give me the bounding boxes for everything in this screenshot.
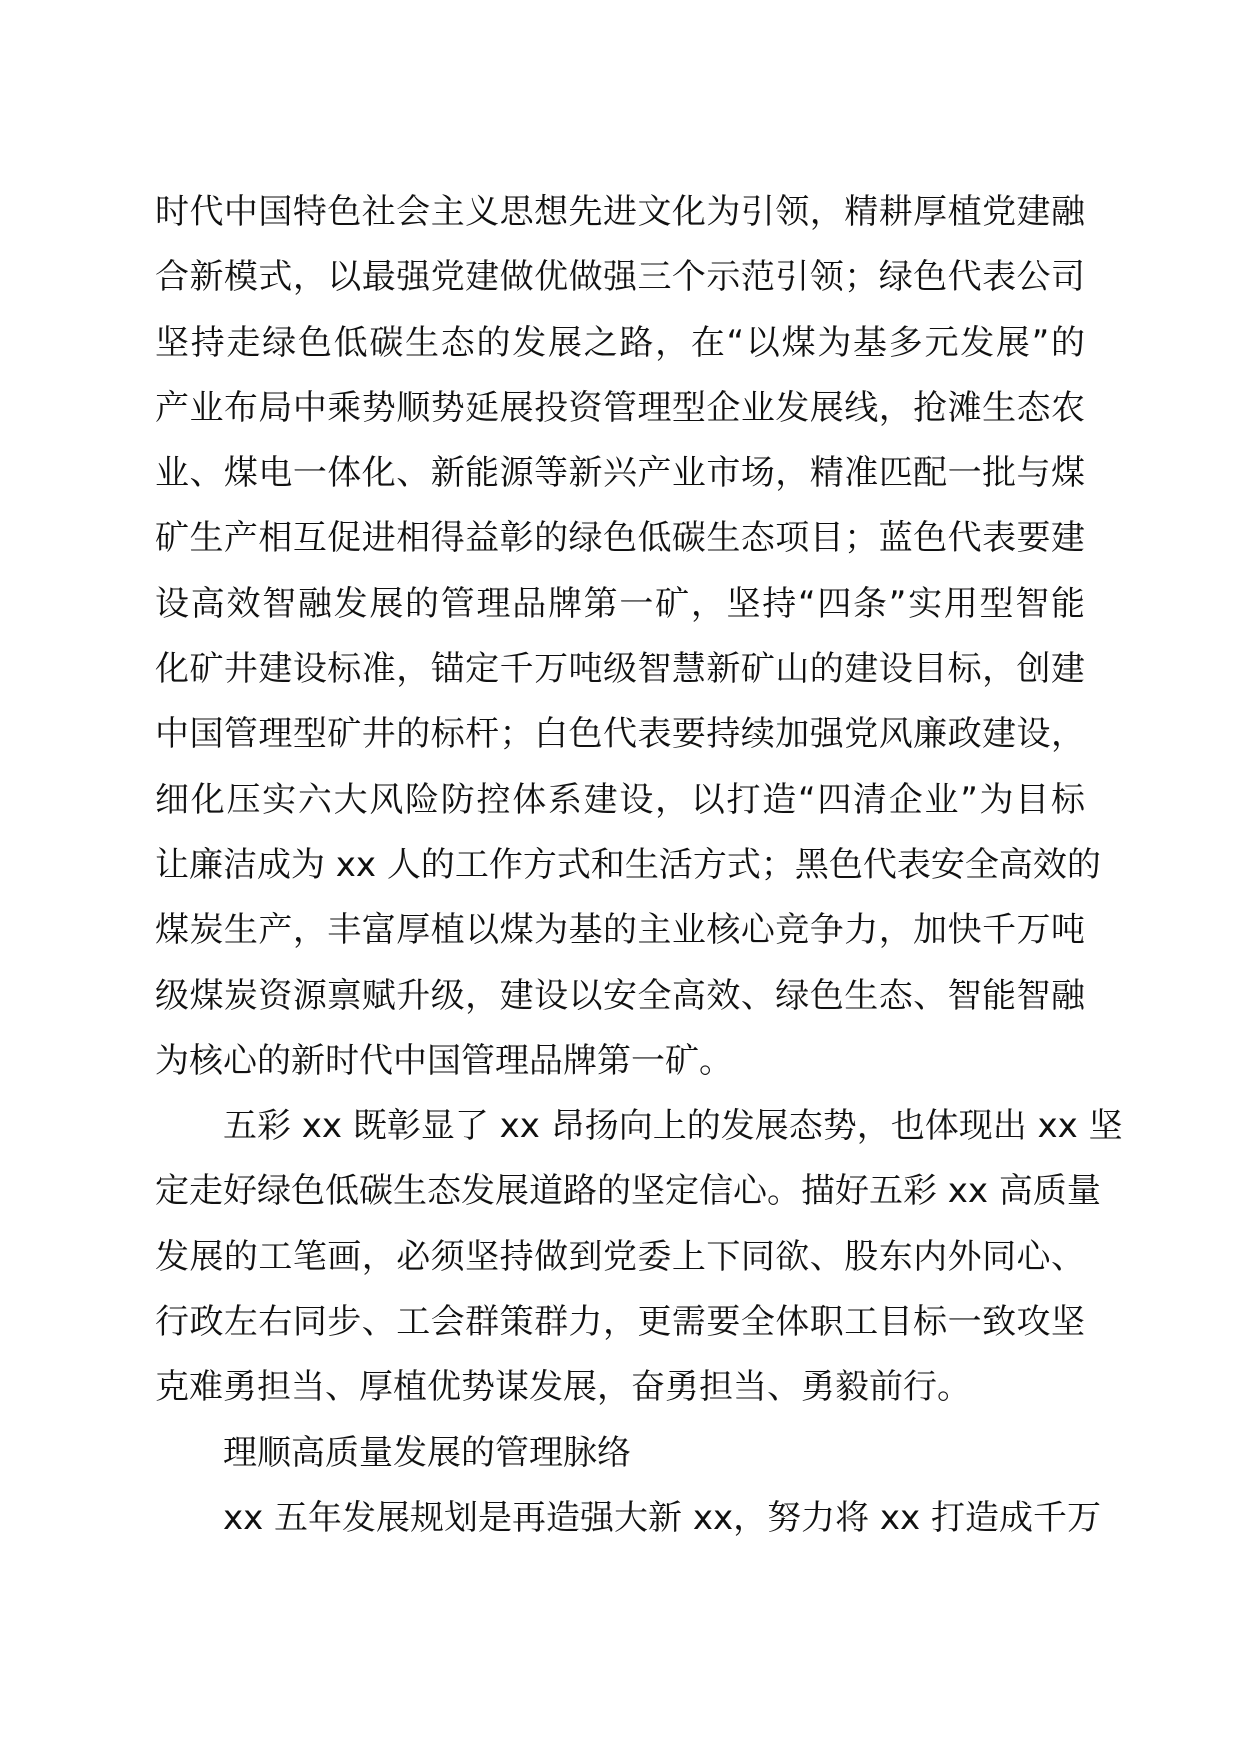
text-line: 行政左右同步、工会群策群力，更需要全体职工目标一致攻坚 [155,1302,1085,1343]
text-line: 时代中国特色社会主义思想先进文化为引领，精耕厚植党建融 [155,192,1085,232]
text-line: 合新模式，以最强党建做优做强三个示范引领；绿色代表公司 [155,257,1085,298]
text-line: 级煤炭资源禀赋升级，建设以安全高效、绿色生态、智能智融 [155,975,1085,1016]
text-line: 五彩 xx 既彰显了 xx 昂扬向上的发展态势，也体现出 xx 坚 [223,1106,1123,1147]
text-line: 业、煤电一体化、新能源等新兴产业市场，精准匹配一批与煤 [155,453,1085,494]
text-line: 中国管理型矿井的标杆；白色代表要持续加强党风廉政建设， [155,714,1085,755]
document-body [155,180,1123,1551]
text-line: 定走好绿色低碳生态发展道路的坚定信心。描好五彩 xx 高质量 [155,1171,1101,1212]
text-line: 产业布局中乘势顺势延展投资管理型企业发展线，抢滩生态农 [155,387,1085,428]
text-line: 煤炭生产，丰富厚植以煤为基的主业核心竞争力，加快千万吨 [155,910,1085,951]
text-line: xx 五年发展规划是再造强大新 xx，努力将 xx 打造成千万 [223,1497,1101,1538]
text-line: 为核心的新时代中国管理品牌第一矿。 [155,1040,733,1081]
paragraph-five-year-plan [155,1486,1101,1551]
text-line: 发展的工笔画，必须坚持做到党委上下同欲、股东内外同心、 [155,1236,1085,1277]
text-line: 化矿井建设标准，锚定千万吨级智慧新矿山的建设目标，创建 [155,649,1085,690]
paragraph-five-colors [155,1094,1123,1420]
heading-text: 理顺高质量发展的管理脉络 [223,1432,631,1473]
text-line: 克难勇担当、厚植优势谋发展，奋勇担当、勇毅前行。 [155,1367,971,1408]
text-line: 设高效智融发展的管理品牌第一矿，坚持“四条”实用型智能 [155,583,1085,624]
paragraph-color-meanings [155,180,1101,1094]
section-heading [155,1421,1085,1486]
text-line: 坚持走绿色低碳生态的发展之路，在“以煤为基多元发展”的 [155,322,1085,363]
text-line: 细化压实六大风险防控体系建设，以打造“四清企业”为目标 [155,779,1085,820]
text-line: 让廉洁成为 xx 人的工作方式和生活方式；黑色代表安全高效的 [155,844,1101,885]
text-line: 矿生产相互促进相得益彰的绿色低碳生态项目；蓝色代表要建 [155,518,1085,559]
